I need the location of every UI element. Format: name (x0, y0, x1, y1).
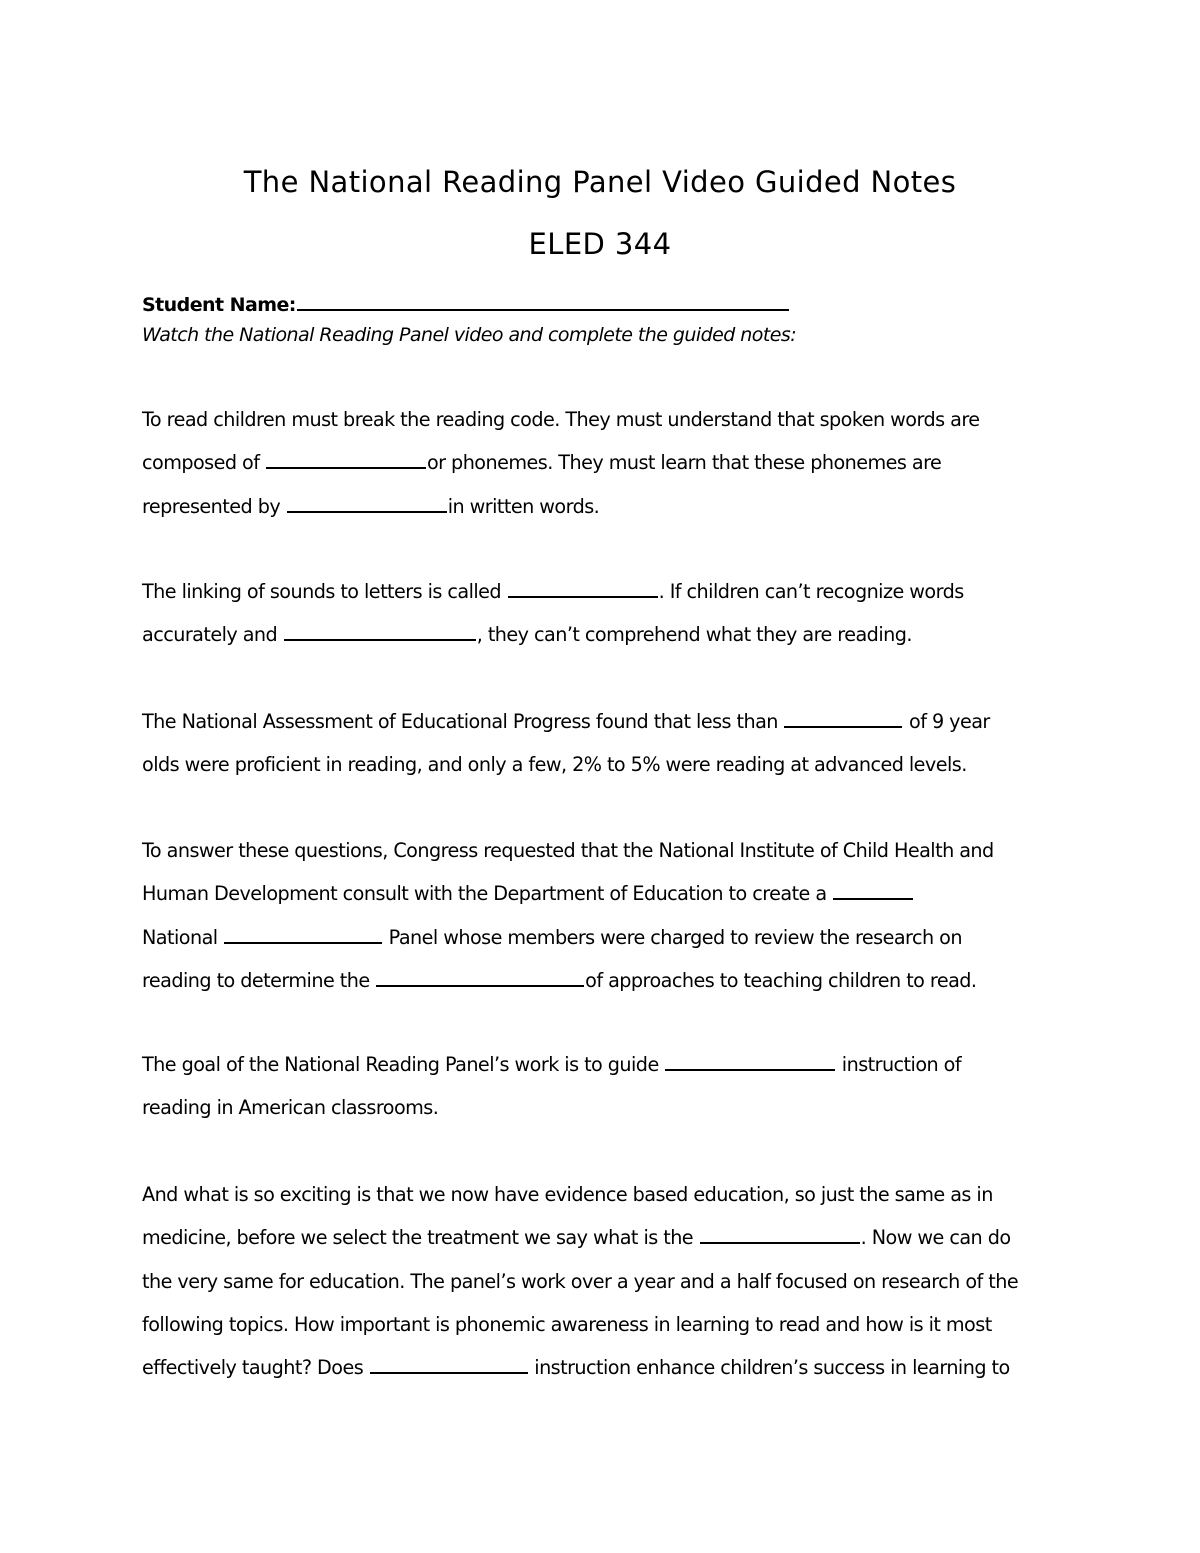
student-info (142, 290, 796, 350)
p5-l1a: The goal of the National Reading Panel’s work is to guide (142, 1053, 665, 1076)
p3-l1a: The National Assessment of Educational Progress found that less than (142, 710, 784, 733)
p4-l3b: Panel whose members were charged to review the research on (383, 925, 962, 949)
course-code: ELED 344 (528, 227, 672, 261)
blank-instruction[interactable] (665, 1051, 835, 1071)
p6-l2a: medicine, before we select the treatment we say what is the (142, 1226, 699, 1250)
p6-line-2 (142, 1216, 1072, 1259)
paragraph-6 (142, 1173, 1072, 1389)
p4-l3a: National (142, 925, 224, 949)
blank-phonemes[interactable] (266, 449, 426, 469)
blank-percentage[interactable] (784, 708, 902, 728)
p4-l2a: Human Development consult with the Department of Education to create a (142, 882, 833, 906)
blank-create[interactable] (833, 880, 913, 900)
blank-letters[interactable] (287, 493, 447, 513)
p6-line-4: following topics. How important is phonemic awareness in learning to read and how is it most (142, 1312, 992, 1336)
p3-line-2: olds were proficient in reading, and only a few, 2% to 5% were reading at advanced levels. (142, 753, 967, 777)
p2-l1a: The linking of sounds to letters is called (142, 580, 507, 603)
p4-l4a: reading to determine the (142, 968, 376, 992)
instructions: Watch the National Reading Panel video and complete the guided notes: (142, 324, 797, 346)
paragraph-2 (142, 570, 1072, 657)
p5-line-1 (142, 1043, 1072, 1086)
p2-line-1 (142, 570, 1072, 613)
p6-l5a: effectively taught? Does (142, 1356, 369, 1380)
p4-line-2 (142, 872, 1072, 915)
p5-l1b: instruction of (836, 1053, 962, 1076)
p2-l2a: accurately and (142, 623, 283, 647)
p1-line-2 (142, 441, 1072, 484)
p2-l2b: , they can’t comprehend what they are reading. (476, 623, 912, 647)
p2-line-2 (142, 613, 1072, 656)
p6-line-3: the very same for education. The panel’s work over a year and a half focused on research of the (142, 1269, 1019, 1293)
p5-line-2: reading in American classrooms. (142, 1096, 439, 1120)
paragraph-3 (142, 700, 1072, 787)
paragraph-4 (142, 829, 1072, 1002)
blank-fluency[interactable] (284, 621, 476, 641)
p1-l3a: represented by (142, 494, 286, 518)
p1-line-3 (142, 485, 1072, 528)
p6-l2b: . Now we can do (860, 1226, 1011, 1250)
p3-l1b: of 9 year (903, 710, 990, 733)
blank-phonics[interactable] (370, 1354, 528, 1374)
blank-effectiveness[interactable] (376, 967, 584, 987)
p4-line-4 (142, 959, 1072, 1002)
blank-panel-name[interactable] (224, 924, 382, 944)
blank-evidence[interactable] (700, 1224, 860, 1244)
blank-linking[interactable] (508, 578, 658, 598)
paragraph-5 (142, 1043, 1072, 1130)
student-name-label: Student Name: (142, 294, 296, 316)
p1-l2b: or phonemes. They must learn that these phonemes are (426, 451, 942, 475)
p6-l5b: instruction enhance children’s success in learning to (528, 1356, 1010, 1380)
p1-line-1: To read children must break the reading code. They must understand that spoken words are (142, 408, 980, 431)
p3-line-1 (142, 700, 1072, 743)
paragraph-1 (142, 398, 1072, 528)
p4-line-3 (142, 916, 1072, 959)
student-name-blank[interactable] (297, 291, 789, 311)
p6-line-1: And what is so exciting is that we now have evidence based education, so just the same as in (142, 1183, 993, 1206)
p4-l4b: of approaches to teaching children to read. (585, 968, 977, 992)
p2-l1b: . If children can’t recognize words (658, 580, 964, 603)
p1-l2a: composed of (142, 451, 265, 475)
p4-line-1: To answer these questions, Congress requested that the National Institute of Child Health and (142, 839, 994, 862)
p1-l3b: in written words. (447, 494, 600, 518)
document-title: The National Reading Panel Video Guided Notes (243, 165, 957, 199)
p6-line-5 (142, 1346, 1072, 1389)
